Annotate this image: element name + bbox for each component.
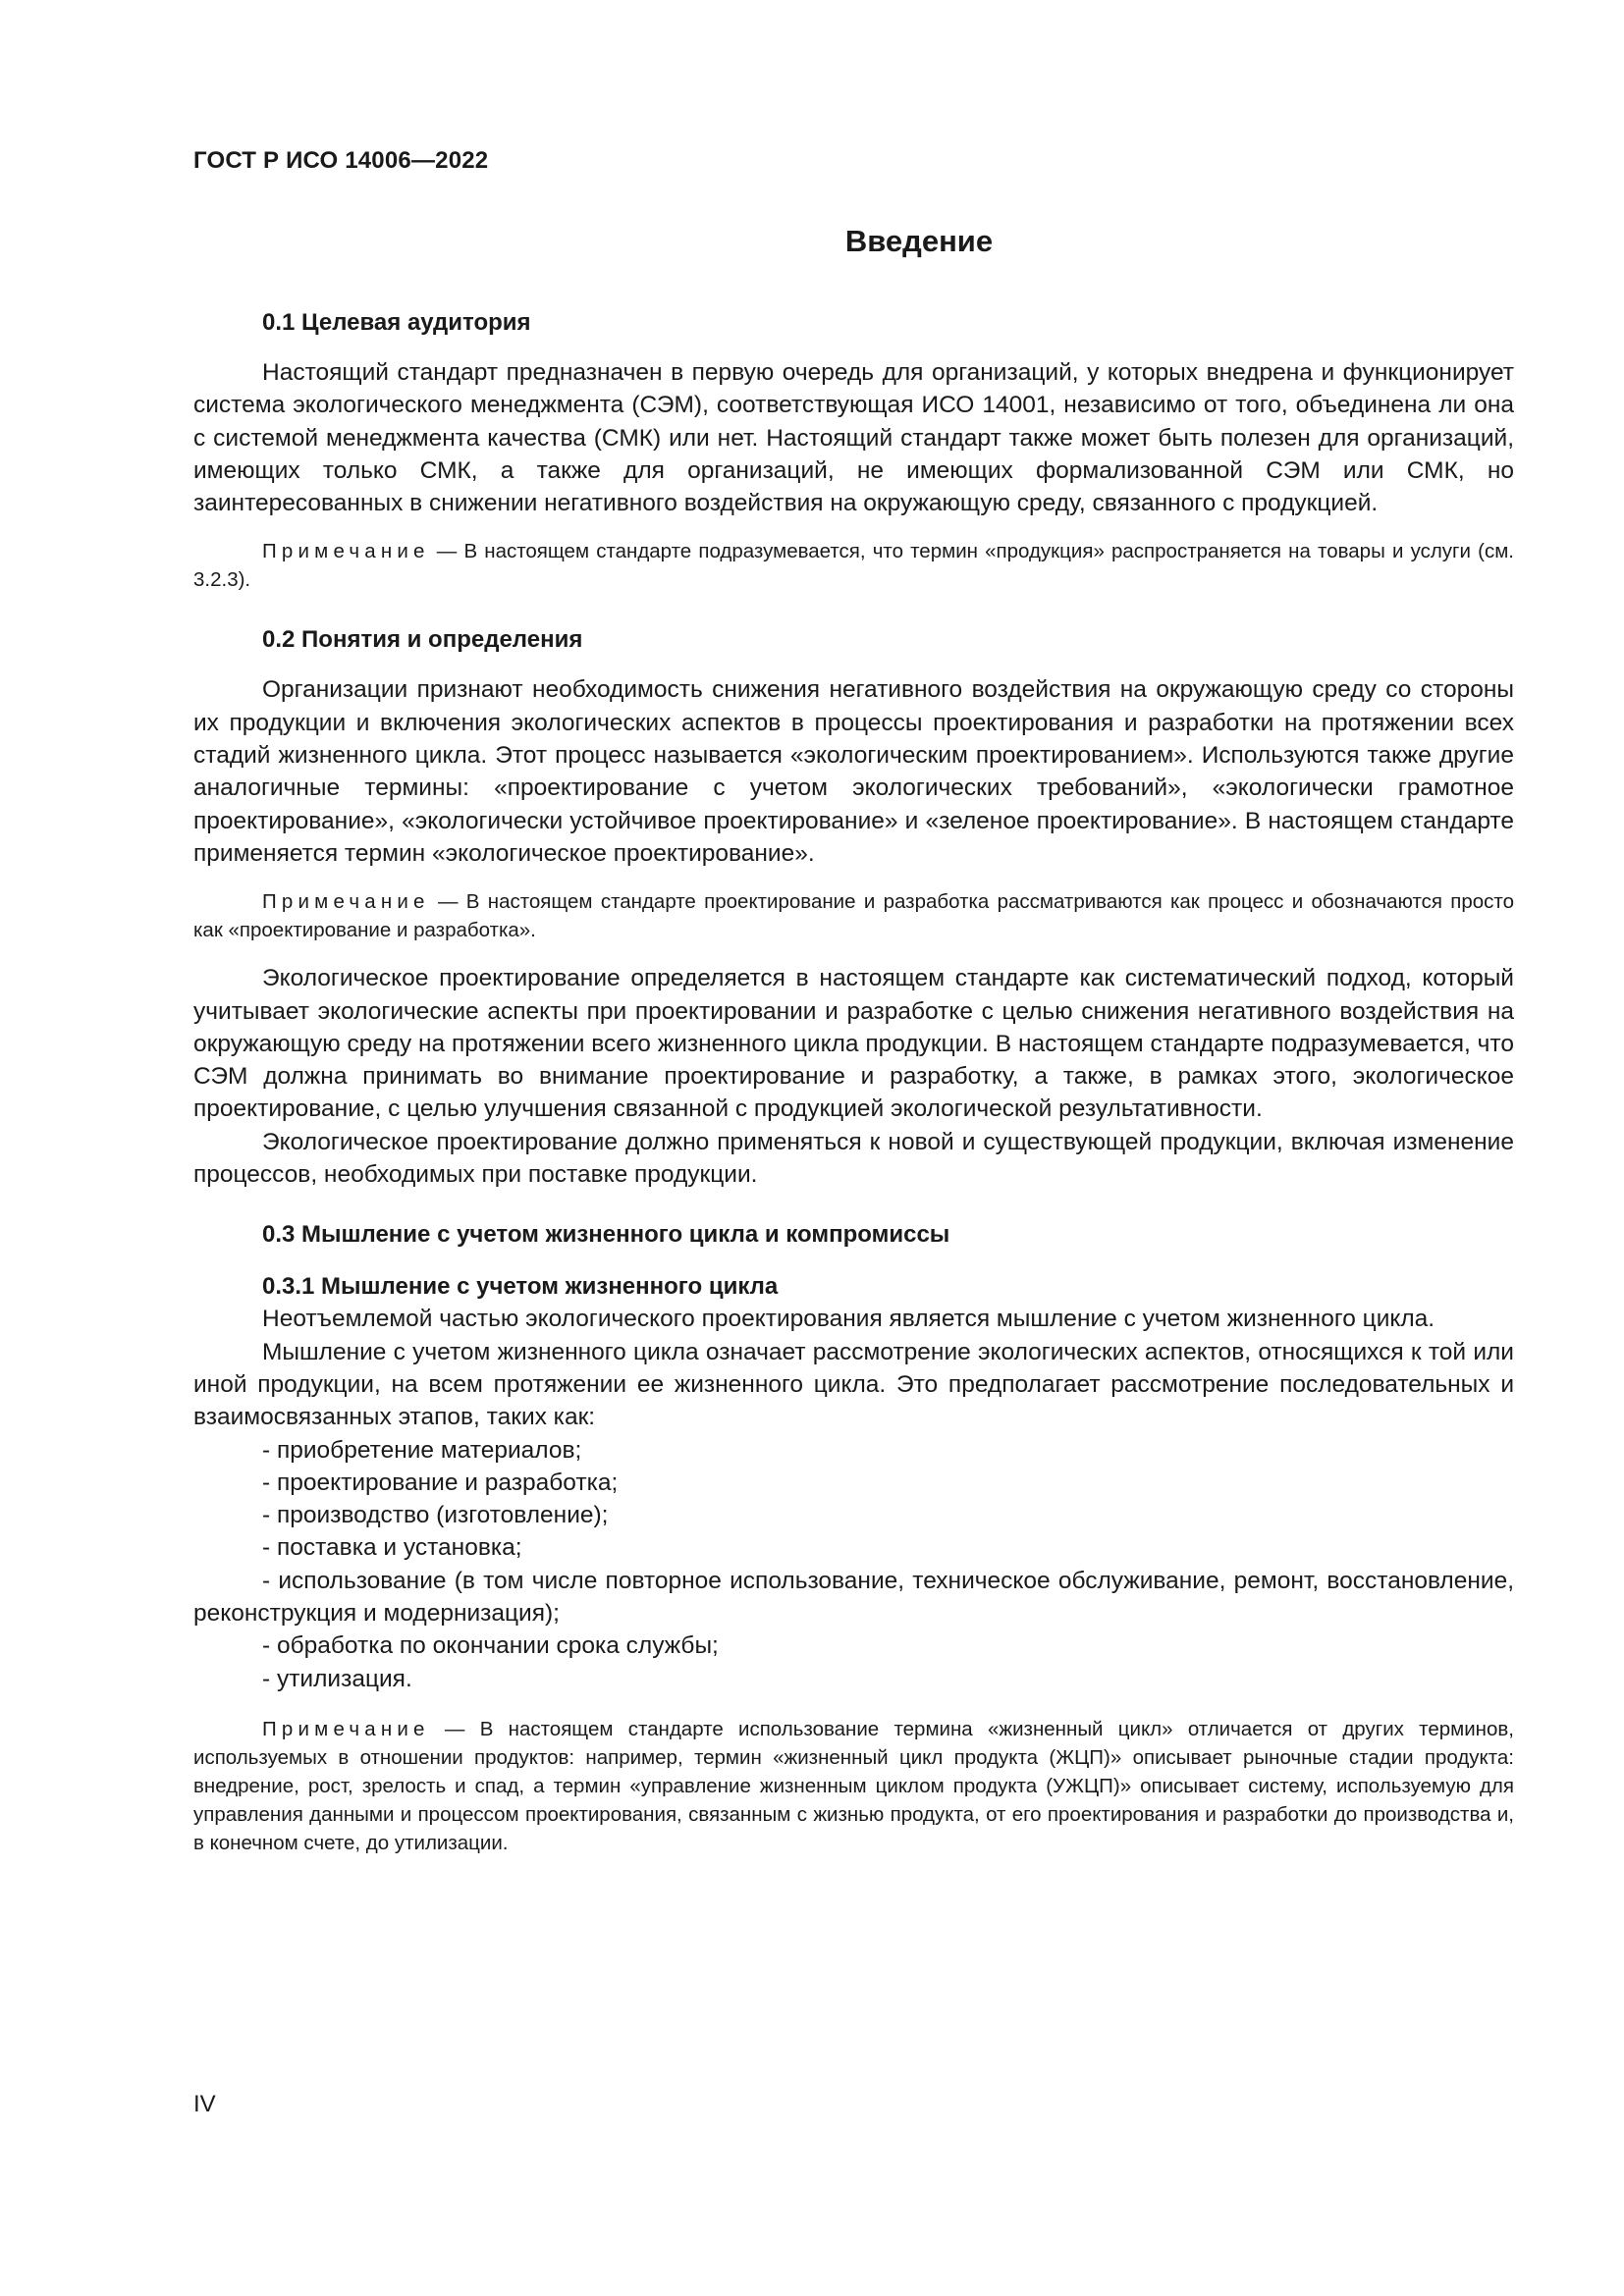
page-title: Введение: [844, 224, 994, 258]
document-body: [193, 306, 1514, 1857]
note-label: Примечание: [262, 1717, 430, 1740]
section-0-2: [193, 623, 1514, 1191]
paragraph: Настоящий стандарт предназначен в первую очередь для организаций, у которых внедрена и функционирует система экологического менеджмента (СЭМ), соответствующая ИСО 14001, независимо от того, объединена ли она с системой менеджмента качества (СМК) или нет. Настоящий стандарт также может быть полезен для организаций, имеющих только СМК, а также для организаций, не имеющих формализованной СЭМ или СМК, но заинтересованных в снижении негативного воздействия на окружающую среду, связанного с продукцией.: [193, 359, 1514, 517]
paragraph: Экологическое проектирование должно применяться к новой и существующей продукции, включая изменение процессов, необходимых при поставке продукции.: [193, 1128, 1514, 1189]
list-item: - использование (в том числе повторное использование, техническое обслуживание, ремонт, восстановление, реконструкция и модернизация);: [193, 1567, 1514, 1628]
paragraph: Экологическое проектирование определяется в настоящем стандарте как систематический подход, который учитывает экологические аспекты при проектировании и разработке с целью снижения негативного воздействия на окружающую среду на протяжении всего жизненного цикла продукции. В настоящем стандарте подразумевается, что СЭМ должна принимать во внимание проектирование и разработку, а также, в рамках этого, экологическое проектирование, с целью улучшения связанной с продукцией экологической результативности.: [193, 965, 1514, 1123]
note: [193, 1715, 1514, 1857]
list-item: - обработка по окончании срока службы;: [262, 1632, 719, 1660]
document-code: ГОСТ Р ИСО 14006—2022: [193, 147, 489, 174]
paragraph: Неотъемлемой частью экологического проектирования является мышление с учетом жизненного цикла.: [262, 1306, 1435, 1333]
section-heading: 0.3 Мышление с учетом жизненного цикла и компромиссы: [262, 1221, 950, 1249]
list-item: - утилизация.: [262, 1665, 412, 1692]
note-text: — В настоящем стандарте подразумевается, что термин «продукция» распространяется на товары и услуги (см. 3.2.3).: [193, 540, 1514, 592]
note: [193, 537, 1514, 594]
list-item: - поставка и установка;: [262, 1534, 522, 1562]
paragraph: Мышление с учетом жизненного цикла означает рассмотрение экологических аспектов, относящихся к той или иной продукции, на всем протяжении ее жизненного цикла. Это предполагает рассмотрение последовательных и взаимосвязанных этапов, таких как:: [193, 1338, 1514, 1431]
note-label: Примечание: [262, 540, 430, 563]
section-0-3: [193, 1218, 1514, 1857]
list-item: - проектирование и разработка;: [262, 1468, 619, 1496]
note: [193, 887, 1514, 944]
note-text: — В настоящем стандарте проектирование и разработка рассматриваются как процесс и обозначаются просто как «проектирование и разработка».: [193, 890, 1514, 942]
lifecycle-stages-list: [193, 1434, 1514, 1695]
note-text: — В настоящем стандарте использование термина «жизненный цикл» отличается от других терминов, используемых в отношении продуктов: например, термин «жизненный цикл продукта (ЖЦП)» описывает рыночные стадии продукта: внедрение, рост, зрелость и спад, а термин «управление жизненным циклом продукта (УЖЦП)» описывает систему, используемую для управления данными и процессом проектирования, связанным с жизнью продукта, от его проектирования и разработки до производства и, в конечном счете, до утилизации.: [193, 1717, 1514, 1854]
paragraph: Организации признают необходимость снижения негативного воздействия на окружающую среду со стороны их продукции и включения экологических аспектов в процессы проектирования и разработки на протяжении всех стадий жизненного цикла. Этот процесс называется «экологическим проектированием». Используются также другие аналогичные термины: «проектирование с учетом экологических требований», «экологически грамотное проектирование», «экологически устойчивое проектирование» и «зеленое проектирование». В настоящем стандарте применяется термин «экологическое проектирование».: [193, 676, 1514, 867]
section-heading: 0.1 Целевая аудитория: [262, 309, 531, 336]
note-label: Примечание: [262, 890, 430, 914]
page-number: IV: [193, 2091, 216, 2117]
list-item: - приобретение материалов;: [262, 1436, 582, 1464]
section-heading: 0.2 Понятия и определения: [262, 626, 583, 654]
section-0-1: [193, 306, 1514, 594]
subsection-heading: 0.3.1 Мышление с учетом жизненного цикла: [262, 1273, 779, 1301]
list-item: - производство (изготовление);: [262, 1502, 609, 1529]
